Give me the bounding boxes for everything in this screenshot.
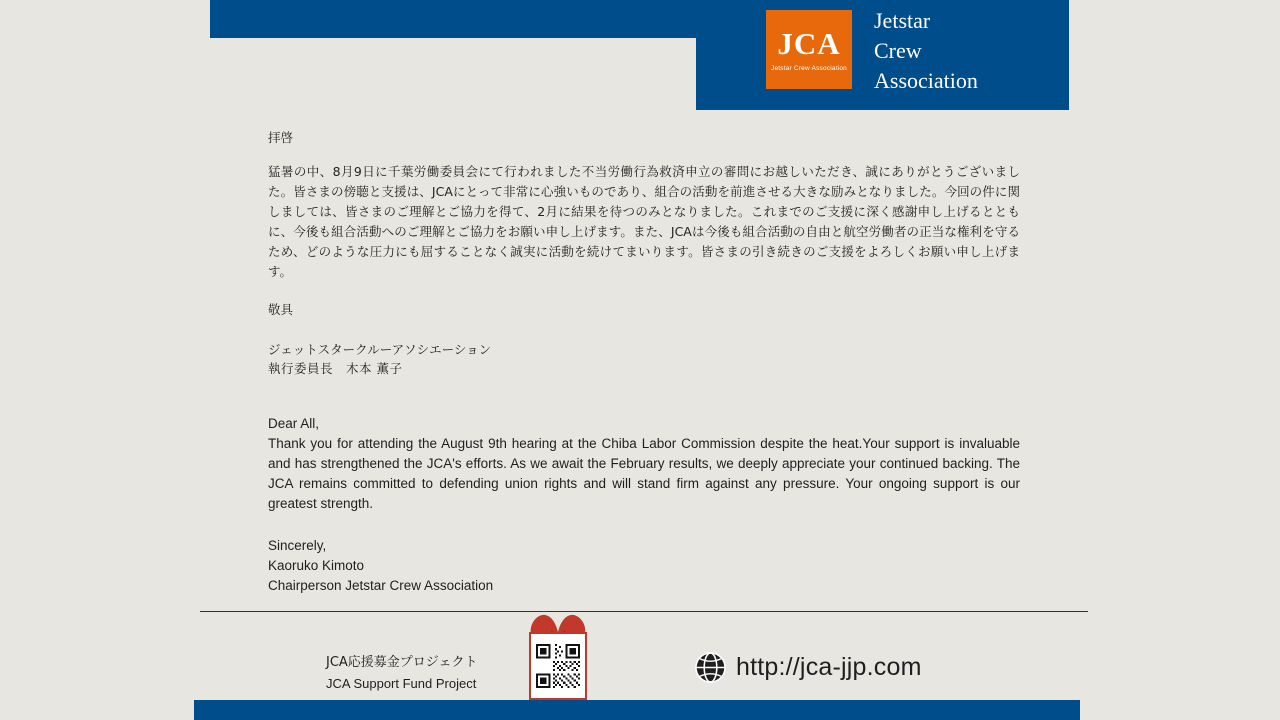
qr-code-icon xyxy=(536,644,580,688)
fund-project-label-en: JCA Support Fund Project xyxy=(326,676,477,691)
english-paragraph: Thank you for attending the August 9th hearing at the Chiba Labor Commission despite the heat.Your support is invaluable and has strengthened the JCA's efforts. As we await the February results, we deeply appreciate your continued backing. The JCA remains committed to defending union rights and will stand firm against any pressure. Your ongoing support is our greatest strength. xyxy=(268,436,1020,511)
organization-name xyxy=(874,6,1064,96)
fund-project-label-jp: JCA応援募金プロジェクト xyxy=(326,655,478,670)
jca-logo xyxy=(766,10,852,89)
japanese-salutation: 拝啓 xyxy=(268,130,294,145)
footer-divider xyxy=(200,611,1088,612)
logo-caption-text: Jetstar Crew Association xyxy=(771,64,847,72)
logo-mark-text: JCA xyxy=(777,25,841,61)
japanese-signature-name: 執行委員長 木本 薫子 xyxy=(268,361,403,376)
header-bar-left xyxy=(210,0,696,38)
letter-body xyxy=(268,128,1020,596)
globe-icon xyxy=(695,652,726,683)
english-signer-title: Chairperson Jetstar Crew Association xyxy=(268,578,494,593)
organization-name-line3: Association xyxy=(874,68,978,93)
qr-code-frame[interactable] xyxy=(529,632,587,700)
organization-name-line2: Crew xyxy=(874,38,922,63)
english-signer-name: Kaoruko Kimoto xyxy=(268,558,365,573)
qr-code-card[interactable] xyxy=(527,612,589,702)
fund-project-label xyxy=(326,652,478,694)
website-url-text[interactable]: http://jca-jjp.com xyxy=(736,653,922,681)
japanese-signature-org: ジェットスタークルーアソシエーション xyxy=(268,342,492,357)
english-closing: Sincerely, xyxy=(268,538,327,553)
website-link[interactable] xyxy=(695,652,922,683)
japanese-closing: 敬具 xyxy=(268,302,294,317)
footer-bar xyxy=(194,700,1080,720)
english-salutation: Dear All, xyxy=(268,416,320,431)
japanese-paragraph: 猛暑の中、8月9日に千葉労働委員会にて行われました不当労働行為救済申立の審問にお越しいただき、誠にありがとうございました。皆さまの傍聴と支援は、JCAにとって非常に心強いものであり、組合の活動を前進させる大きな励みとなりました。今回の件に関しましては、皆さまのご理解とご協力を得て、2月に結果を待つのみとなりました。これまでのご支援に深く感謝申し上げるとともに、今後も組合活動へのご理解とご協力をお願い申し上げます。また、JCAは今後も組合活動の自由と航空労働者の正当な権利を守るため、どのような圧力にも屈することなく誠実に活動を続けてまいります。皆さまの引き続きのご支援をよろしくお願い申し上げます。 xyxy=(268,164,1020,279)
organization-name-line1: Jetstar xyxy=(874,8,931,33)
